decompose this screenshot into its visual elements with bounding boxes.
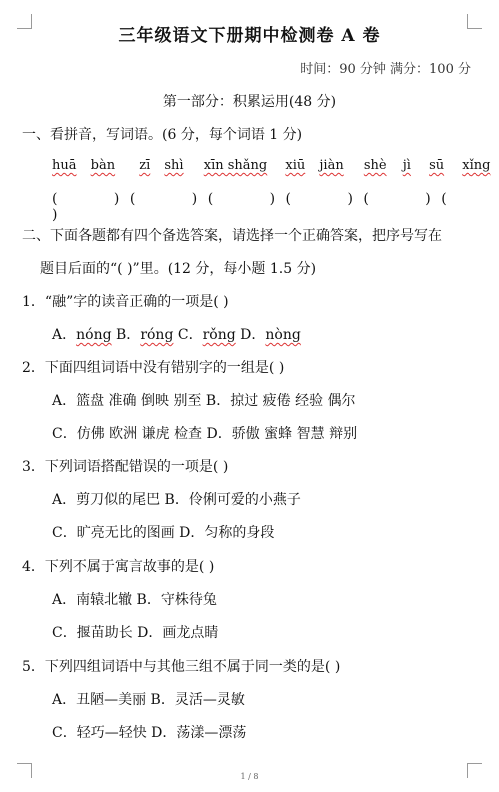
- pinyin-option: rǒng: [202, 327, 236, 343]
- pinyin: bàn: [90, 158, 116, 173]
- sub-question-5-options-ab: A．丑陋—美丽 B．灵活—灵敏: [52, 692, 245, 708]
- blank-close: ): [347, 191, 353, 207]
- blank-open: (: [285, 191, 291, 207]
- blank-open: (: [363, 191, 369, 207]
- page-number: 1 / 8: [240, 772, 259, 781]
- sub-question-2-options-ab: A．篮盘 准确 倒映 别至 B．掠过 疲倦 经验 偶尔: [52, 393, 356, 409]
- blank-open: (: [207, 191, 214, 207]
- blank-close: ): [269, 191, 276, 207]
- pinyin: sū: [429, 158, 445, 173]
- sub-question-4-options-cd: C．揠苗助长 D．画龙点睛: [52, 625, 219, 641]
- section-heading: 第一部分：积累运用(48 分): [162, 94, 337, 110]
- pinyin-row: [52, 158, 490, 173]
- sub-question-3: 3．下列词语搭配错误的一项是( ): [22, 459, 229, 475]
- blank-close: ): [113, 191, 120, 207]
- question-2-heading: 二、下面各题都有四个备选答案，请选择一个正确答案，把序号写在: [22, 228, 442, 244]
- answer-blanks-row: [52, 191, 499, 223]
- sub-question-5-options-cd: C．轻巧—轻快 D．荡漾—漂荡: [52, 725, 247, 741]
- pinyin-option: róng: [140, 327, 174, 343]
- sub-question-1-options: [52, 324, 301, 344]
- blank-close: ): [425, 191, 431, 207]
- blank-close: ): [52, 207, 58, 223]
- pinyin: xiū: [285, 158, 306, 173]
- sub-question-5: 5．下列四组词语中与其他三组不属于同一类的是( ): [22, 659, 341, 675]
- blank-open: (: [441, 191, 447, 207]
- pinyin: zī: [139, 158, 151, 173]
- sub-question-1: 1．“融”字的读音正确的一项是( ): [22, 294, 229, 310]
- exam-title: 三年级语文下册期中检测卷 A 卷: [118, 26, 381, 46]
- pinyin-option: nòng: [265, 327, 301, 343]
- blank-open: (: [52, 191, 58, 207]
- sub-question-3-options-cd: C．旷亮无比的图画 D．匀称的身段: [52, 525, 275, 541]
- sub-question-2: 2．下面四组词语中没有错别字的一组是( ): [22, 360, 285, 376]
- pinyin: huā: [52, 158, 77, 173]
- blank-close: ): [191, 191, 198, 207]
- pinyin: jiàn: [319, 158, 344, 173]
- blank-open: (: [129, 191, 136, 207]
- pinyin: jì: [402, 158, 411, 173]
- pinyin: shè: [363, 158, 387, 173]
- question-1-heading: 一、看拼音，写词语。(6 分，每个词语 1 分): [22, 127, 303, 143]
- options-text: A．nóng B．róng C．rǒng D．nòng: [52, 327, 301, 343]
- sub-question-3-options-ab: A．剪刀似的尾巴 B．伶俐可爱的小燕子: [52, 492, 301, 508]
- sub-question-4-options-ab: A．南辕北辙 B．守株待兔: [52, 592, 217, 608]
- sub-question-2-options-cd: C．仿佛 欧洲 谦虎 检查 D．骄傲 蜜蜂 智慧 辩别: [52, 426, 358, 442]
- pinyin: xīn shǎng: [203, 158, 268, 173]
- pinyin: shì: [164, 158, 184, 173]
- sub-question-4: 4．下列不属于寓言故事的是( ): [22, 559, 215, 575]
- pinyin-option: nóng: [76, 327, 112, 343]
- exam-meta: 时间：90 分钟 满分：100 分: [300, 62, 471, 77]
- question-2-heading-cont: 题目后面的“( )”里。(12 分，每小题 1.5 分): [40, 261, 317, 277]
- pinyin: xǐng: [462, 158, 491, 173]
